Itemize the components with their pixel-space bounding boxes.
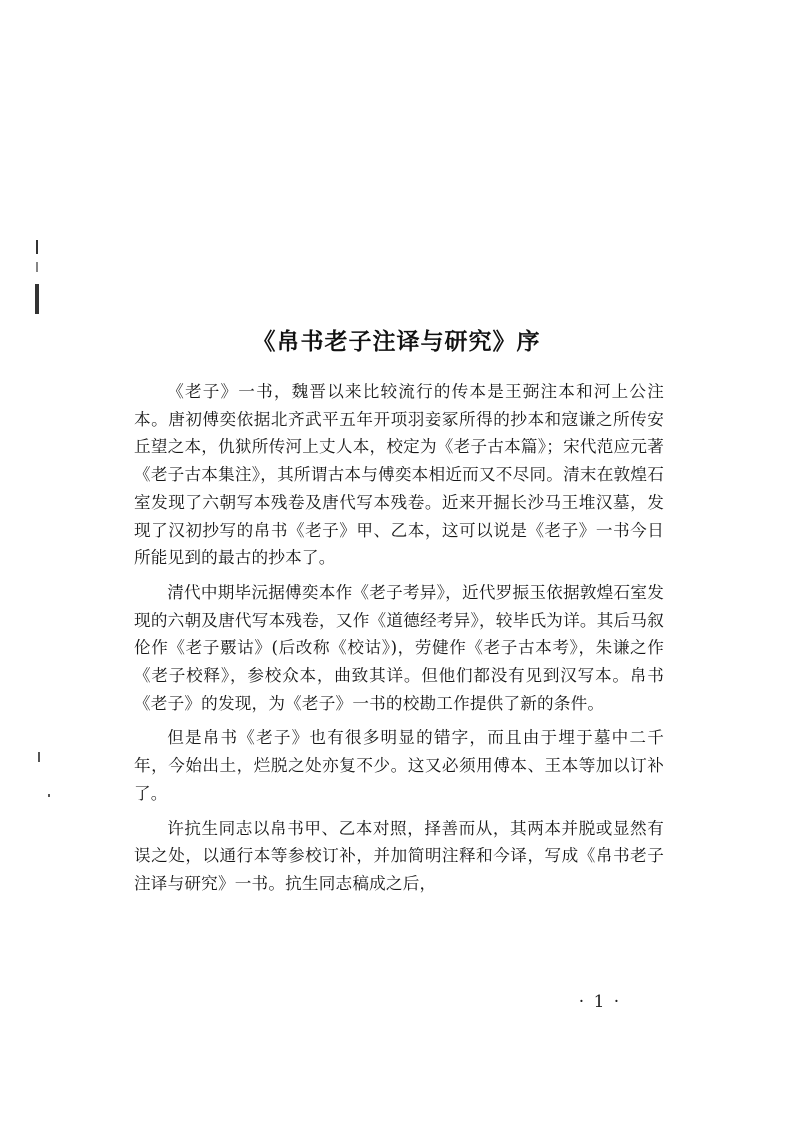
page-number: · 1 · [578, 992, 622, 1012]
scan-mark [48, 794, 50, 797]
body-text [134, 378, 664, 905]
scan-margin-marks [30, 240, 44, 320]
scan-mark [36, 240, 38, 254]
page-title: 《帛书老子注译与研究》序 [252, 329, 541, 356]
paragraph: 许抗生同志以帛书甲、乙本对照，择善而从，其两本并脱或显然有误之处，以通行本等参校订补，并加简明注释和今译，写成《帛书老子注译与研究》一书。抗生同志稿成之后， [134, 818, 664, 893]
paragraph: 但是帛书《老子》也有很多明显的错字，而且由于埋于墓中二千年，今始出土，烂脱之处亦复不少。这又必须用傅本、王本等加以订补了。 [134, 728, 664, 803]
scan-mark [36, 262, 38, 272]
paragraph: 清代中期毕沅据傅奕本作《老子考异》，近代罗振玉依据敦煌石室发现的六朝及唐代写本残卷，又作《道德经考异》，较毕氏为详。其后马叙伦作《老子覈诂》(后改称《校诂》)，劳健作《老子古本考》，朱谦之作《老子校释》，参校众本，曲致其详。但他们都没有见到汉写本。帛书《老子》的发现，为《老子》一书的校勘工作提供了新的条件。 [134, 582, 664, 713]
scan-mark [38, 752, 40, 762]
paragraph: 《老子》一书，魏晋以来比较流行的传本是王弼注本和河上公注本。唐初傅奕依据北齐武平五年开项羽妾冢所得的抄本和寇谦之所传安丘望之本，仇狱所传河上丈人本，校定为《老子古本篇》；宋代范应元著《老子古本集注》，其所谓古本与傅奕本相近而又不尽同。清末在敦煌石室发现了六朝写本残卷及唐代写本残卷。近来开掘长沙马王堆汉墓，发现了汉初抄写的帛书《老子》甲、乙本，这可以说是《老子》一书今日所能见到的最古的抄本了。 [134, 382, 664, 568]
scan-mark [35, 284, 39, 314]
